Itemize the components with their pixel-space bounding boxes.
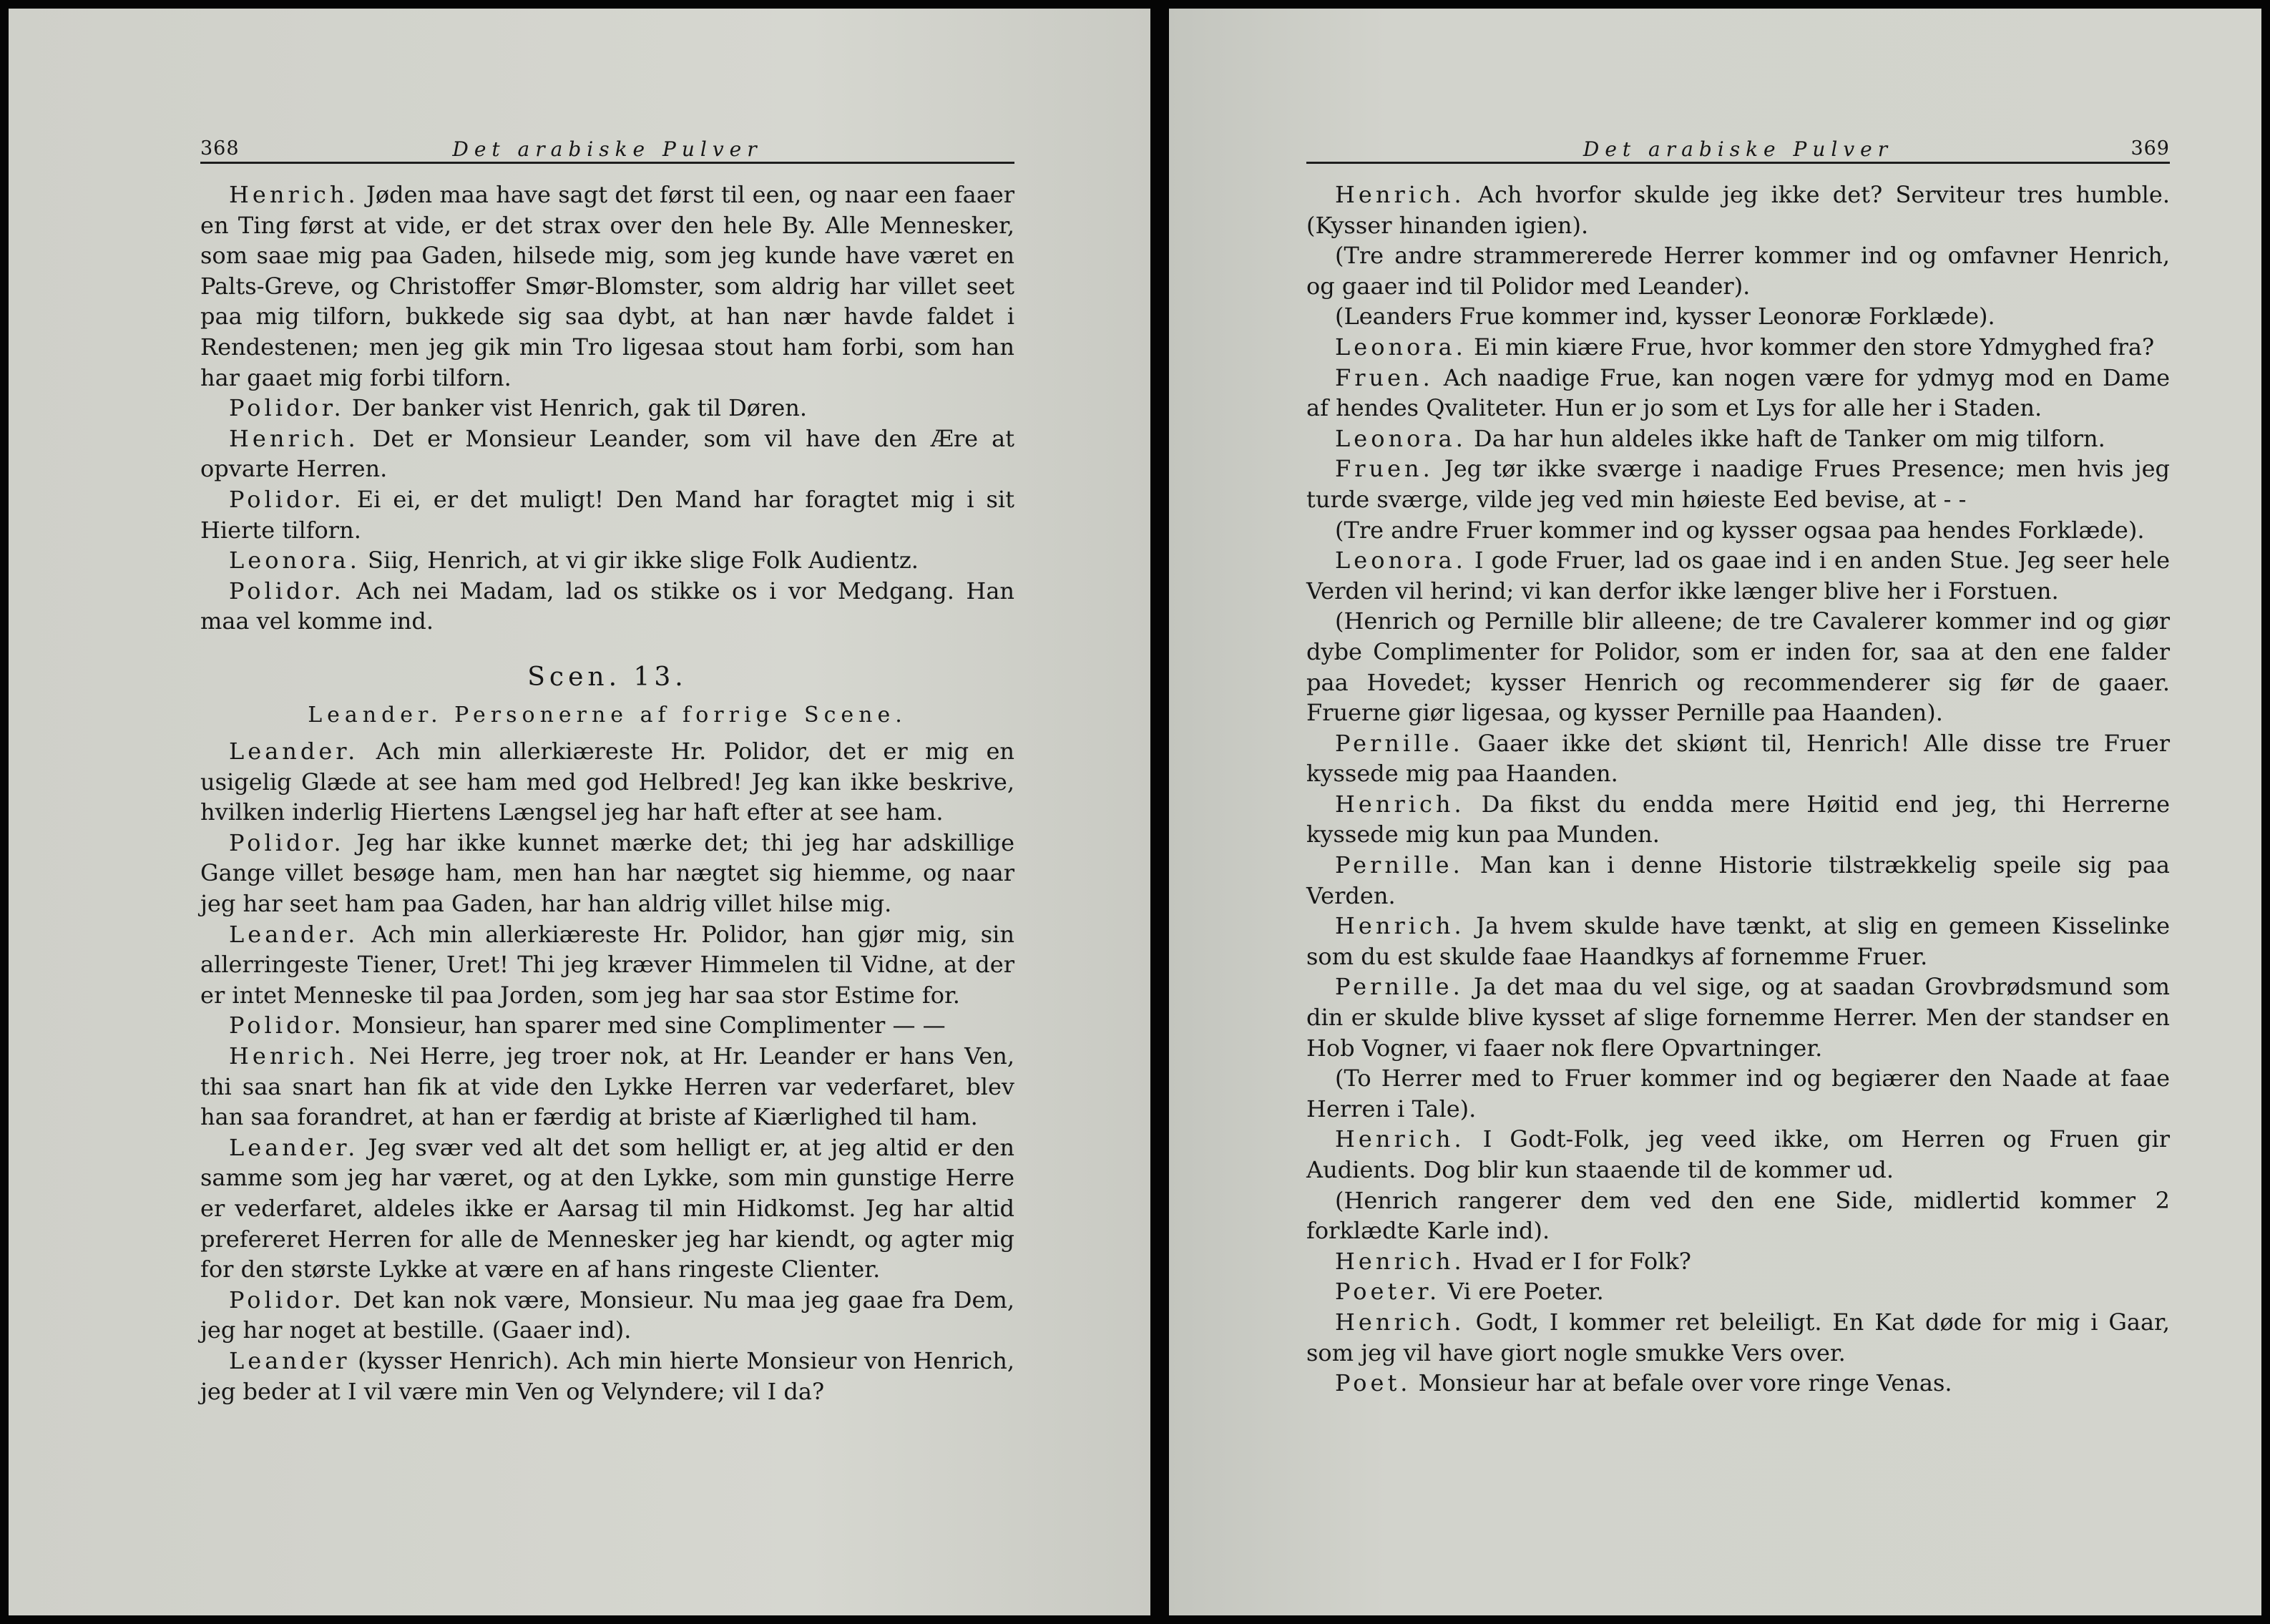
dialogue-paragraph bbox=[1306, 728, 2170, 789]
speech-text: Hvad er I for Folk? bbox=[1472, 1247, 1691, 1275]
speaker-name: Leander bbox=[229, 1346, 351, 1374]
dialogue-paragraph bbox=[1306, 332, 2170, 363]
speaker-name: Leander. bbox=[229, 1133, 359, 1161]
stage-direction bbox=[1306, 1063, 2170, 1124]
dialogue-paragraph bbox=[1306, 911, 2170, 972]
speaker-name: Polidor. bbox=[229, 394, 345, 422]
speaker-name: Polidor. bbox=[229, 1012, 345, 1040]
stage-direction bbox=[1306, 1185, 2170, 1246]
dialogue-paragraph bbox=[200, 484, 1014, 545]
dialogue-paragraph bbox=[200, 393, 1014, 424]
speech-text: Ach nei Madam, lad os stikke os i vor Medgang. Han maa vel komme ind. bbox=[200, 577, 1015, 635]
speaker-name: Henrich. bbox=[1335, 181, 1465, 208]
dialogue-paragraph bbox=[1306, 363, 2170, 424]
speech-text: Da har hun aldeles ikke haft de Tanker om mig tilforn. bbox=[1474, 424, 2105, 452]
speech-text: Ei min kiære Frue, hvor kommer den store Ydmyghed fra? bbox=[1474, 333, 2155, 361]
dialogue-paragraph bbox=[200, 424, 1014, 484]
dialogue-paragraph bbox=[200, 1285, 1014, 1346]
speaker-name: Leonora. bbox=[1335, 333, 1467, 361]
speech-text: Siig, Henrich, at vi gir ikke slige Folk Audientz. bbox=[368, 547, 919, 574]
speech-text: Det kan nok være, Monsieur. Nu maa jeg gaae fra Dem, jeg har noget at bestille. (Gaaer ind). bbox=[200, 1286, 1015, 1344]
speaker-name: Henrich. bbox=[1335, 912, 1465, 940]
dialogue-paragraph bbox=[1306, 1307, 2170, 1368]
speaker-name: Polidor. bbox=[229, 485, 345, 513]
speaker-name: Henrich. bbox=[1335, 1125, 1465, 1153]
speaker-name: Poeter. bbox=[1335, 1278, 1441, 1306]
speaker-name: Henrich. bbox=[229, 181, 359, 208]
stage-direction-text: (Tre andre Fruer kommer ind og kysser ogsaa paa hendes Forklæde). bbox=[1335, 516, 2145, 544]
speaker-name: Leonora. bbox=[1335, 424, 1467, 452]
speaker-name: Pernille. bbox=[1335, 973, 1464, 1001]
speech-text: Der banker vist Henrich, gak til Døren. bbox=[351, 394, 808, 422]
speech-text: Jøden maa have sagt det først til een, og naar een faaer en Ting først at vide, er det strax over den hele By. Alle Mennesker, som saae mig paa Gaden, hilsede mig, som jeg kunde have været en Palts-Greve, og Christoffer Smør-Blomster, som aldrig har villet seet paa mig tilforn, bukkede sig saa dybt, at han nær havde faldet i Rendestenen; men jeg gik min Tro ligesaa stout ham forbi, som han har gaaet mig forbi tilforn. bbox=[200, 181, 1015, 391]
speech-text: (kysser Henrich). Ach min hierte Monsieur von Henrich, jeg beder at I vil være min Ven og Velyndere; vil I da? bbox=[200, 1346, 1015, 1405]
right-text-block bbox=[1306, 180, 2170, 1399]
speech-text: Gaaer ikke det skiønt til, Henrich! Alle disse tre Fruer kyssede mig paa Haanden. bbox=[1306, 729, 2171, 788]
speech-text: Ei ei, er det muligt! Den Mand har foragtet mig i sit Hierte tilforn. bbox=[200, 485, 1015, 544]
speaker-name: Pernille. bbox=[1335, 729, 1464, 757]
speech-text: Ja hvem skulde have tænkt, at slig en gemeen Kisselinke som du est skulde faae Haandkys af fornemme Fruer. bbox=[1306, 912, 2171, 970]
speaker-name: Fruen. bbox=[1335, 363, 1434, 391]
stage-direction-text: (Leanders Frue kommer ind, kysser Leonoræ Forklæde). bbox=[1335, 303, 1995, 331]
speaker-name: Henrich. bbox=[1335, 1308, 1465, 1336]
dialogue-paragraph bbox=[1306, 454, 2170, 514]
stage-direction bbox=[1306, 606, 2170, 728]
scene-persons: Leander. Personerne af forrige Scene. bbox=[308, 702, 907, 728]
dialogue-paragraph bbox=[200, 1346, 1014, 1407]
scene-heading: Scen. 13. bbox=[527, 662, 688, 692]
speaker-name: Fruen. bbox=[1335, 455, 1434, 483]
dialogue-paragraph bbox=[200, 576, 1014, 637]
dialogue-paragraph bbox=[200, 1010, 1014, 1041]
stage-direction-text: (Henrich og Pernille blir alleene; de tre Cavalerer kommer ind og giør dybe Complimenter for Polidor, som er inden for, saa at den ene falder paa Hovedet; kysser Henrich og recommenderer sig før de gaaer. Fruerne giør ligesaa, og kysser Pernille paa Haanden). bbox=[1306, 607, 2170, 727]
dialogue-paragraph bbox=[200, 1133, 1014, 1285]
speaker-name: Henrich. bbox=[1335, 1247, 1465, 1275]
speaker-name: Polidor. bbox=[229, 577, 345, 605]
dialogue-paragraph bbox=[200, 545, 1014, 576]
speech-text: Ach hvorfor skulde jeg ikke det? Serviteur tres humble. (Kysser hinanden igien). bbox=[1306, 181, 2171, 239]
dialogue-paragraph bbox=[200, 180, 1014, 393]
left-running-title: Det arabiske Pulver bbox=[452, 137, 763, 161]
left-running-head bbox=[200, 116, 1014, 164]
dialogue-paragraph bbox=[1306, 180, 2170, 240]
dialogue-paragraph bbox=[1306, 1276, 2170, 1307]
speaker-name: Leander. bbox=[229, 738, 359, 765]
dialogue-paragraph bbox=[1306, 1246, 2170, 1277]
speaker-name: Poet. bbox=[1335, 1369, 1412, 1397]
left-text-block bbox=[200, 180, 1014, 1407]
speech-text: Nei Herre, jeg troer nok, at Hr. Leander er hans Ven, thi saa snart han fik at vide den Lykke Herren var vederfaret, blev han saa forandret, at han er færdig at briste af Kiærlighed til ham. bbox=[200, 1042, 1015, 1131]
dialogue-paragraph bbox=[1306, 545, 2170, 606]
dialogue-paragraph bbox=[200, 1041, 1014, 1133]
speaker-name: Henrich. bbox=[229, 1042, 359, 1070]
speech-text: Ach min allerkiæreste Hr. Polidor, han gjør mig, sin allerringeste Tiener, Uret! Thi jeg kræver Himmelen til Vidne, at der er intet Menneske til paa Jorden, som jeg har saa stor Estime for. bbox=[200, 920, 1015, 1009]
stage-direction bbox=[1306, 301, 2170, 332]
dialogue-paragraph bbox=[1306, 789, 2170, 850]
speech-text: Ach min allerkiæreste Hr. Polidor, det er mig en usigelig Glæde at see ham med god Helbred! Jeg kan ikke beskrive, hvilken inderlig Hiertens Længsel jeg har haft efter at see ham. bbox=[200, 738, 1015, 826]
speech-text: Ach naadige Frue, kan nogen være for ydmyg mod en Dame af hendes Qvaliteter. Hun er jo som et Lys for alle her i Staden. bbox=[1306, 363, 2171, 422]
dialogue-paragraph bbox=[200, 828, 1014, 919]
speech-text: Ja det maa du vel sige, og at saadan Grovbrødsmund som din er skulde blive kysset af slige fornemme Herrer. Men der standser en Hob Vogner, vi faaer nok flere Opvartninger. bbox=[1306, 973, 2171, 1062]
dialogue-paragraph bbox=[1306, 972, 2170, 1063]
speech-text: I Godt-Folk, jeg veed ikke, om Herren og Fruen gir Audients. Dog blir kun staaende til de kommer ud. bbox=[1306, 1125, 2171, 1183]
speaker-name: Henrich. bbox=[229, 424, 359, 452]
speech-text: Det er Monsieur Leander, som vil have den Ære at opvarte Herren. bbox=[200, 424, 1015, 483]
stage-direction-text: (Tre andre strammererede Herrer kommer ind og omfavner Henrich, og gaaer ind til Polidor med Leander). bbox=[1306, 242, 2170, 300]
speaker-name: Pernille. bbox=[1335, 851, 1464, 879]
stage-direction-text: (To Herrer med to Fruer kommer ind og begiærer den Naade at faae Herren i Tale). bbox=[1306, 1065, 2170, 1122]
dialogue-paragraph bbox=[1306, 424, 2170, 454]
right-running-head bbox=[1306, 116, 2170, 164]
right-running-title: Det arabiske Pulver bbox=[1582, 137, 1894, 161]
speech-text: Monsieur, han sparer med sine Complimenter — — bbox=[351, 1012, 946, 1040]
speaker-name: Leonora. bbox=[229, 547, 361, 574]
speaker-name: Leonora. bbox=[1335, 547, 1467, 574]
right-page bbox=[1169, 9, 2261, 1615]
stage-direction-text: (Henrich rangerer dem ved den ene Side, midlertid kommer 2 forklædte Karle ind). bbox=[1306, 1186, 2170, 1245]
speech-text: Monsieur har at befale over vore ringe Venas. bbox=[1418, 1369, 1952, 1397]
speech-text: Jeg har ikke kunnet mærke det; thi jeg har adskillige Gange villet besøge ham, men han har nægtet sig hiemme, og naar jeg har seet ham paa Gaden, har han aldrig villet hilse mig. bbox=[200, 828, 1015, 918]
speech-text: I gode Fruer, lad os gaae ind i en anden Stue. Jeg seer hele Verden vil herind; vi kan derfor ikke længer blive her i Forstuen. bbox=[1306, 547, 2171, 605]
speech-text: Man kan i denne Historie tilstrækkelig speile sig paa Verden. bbox=[1306, 851, 2171, 909]
right-page-number: 369 bbox=[2130, 137, 2170, 160]
left-page bbox=[9, 9, 1150, 1615]
speaker-name: Henrich. bbox=[1335, 790, 1465, 818]
dialogue-paragraph bbox=[200, 736, 1014, 828]
speech-text: Da fikst du endda mere Høitid end jeg, thi Herrerne kyssede mig kun paa Munden. bbox=[1306, 790, 2171, 848]
left-page-number: 368 bbox=[200, 137, 240, 160]
speech-text: Jeg tør ikke sværge i naadige Frues Presence; men hvis jeg turde sværge, vilde jeg ved min høieste Eed bevise, at - - bbox=[1306, 455, 2170, 513]
dialogue-paragraph bbox=[1306, 1124, 2170, 1185]
dialogue-paragraph bbox=[1306, 850, 2170, 911]
dialogue-paragraph bbox=[1306, 1368, 2170, 1399]
stage-direction bbox=[1306, 515, 2170, 546]
speaker-name: Polidor. bbox=[229, 828, 345, 856]
speech-text: Godt, I kommer ret beleiligt. En Kat døde for mig i Gaar, som jeg vil have giort nogle smukke Vers over. bbox=[1306, 1308, 2171, 1366]
dialogue-paragraph bbox=[200, 919, 1014, 1011]
speech-text: Jeg svær ved alt det som helligt er, at jeg altid er den samme som jeg har været, og at den Lykke, som min gunstige Herre er vederfaret, aldeles ikke er Aarsag til min Hidkomst. Jeg har altid prefereret Herren for alle de Mennesker jeg har kiendt, og agter mig for den største Lykke at være en af hans ringeste Clienter. bbox=[200, 1133, 1015, 1283]
speech-text: Vi ere Poeter. bbox=[1447, 1278, 1604, 1306]
speaker-name: Leander. bbox=[229, 920, 359, 948]
stage-direction bbox=[1306, 240, 2170, 301]
speaker-name: Polidor. bbox=[229, 1286, 345, 1314]
